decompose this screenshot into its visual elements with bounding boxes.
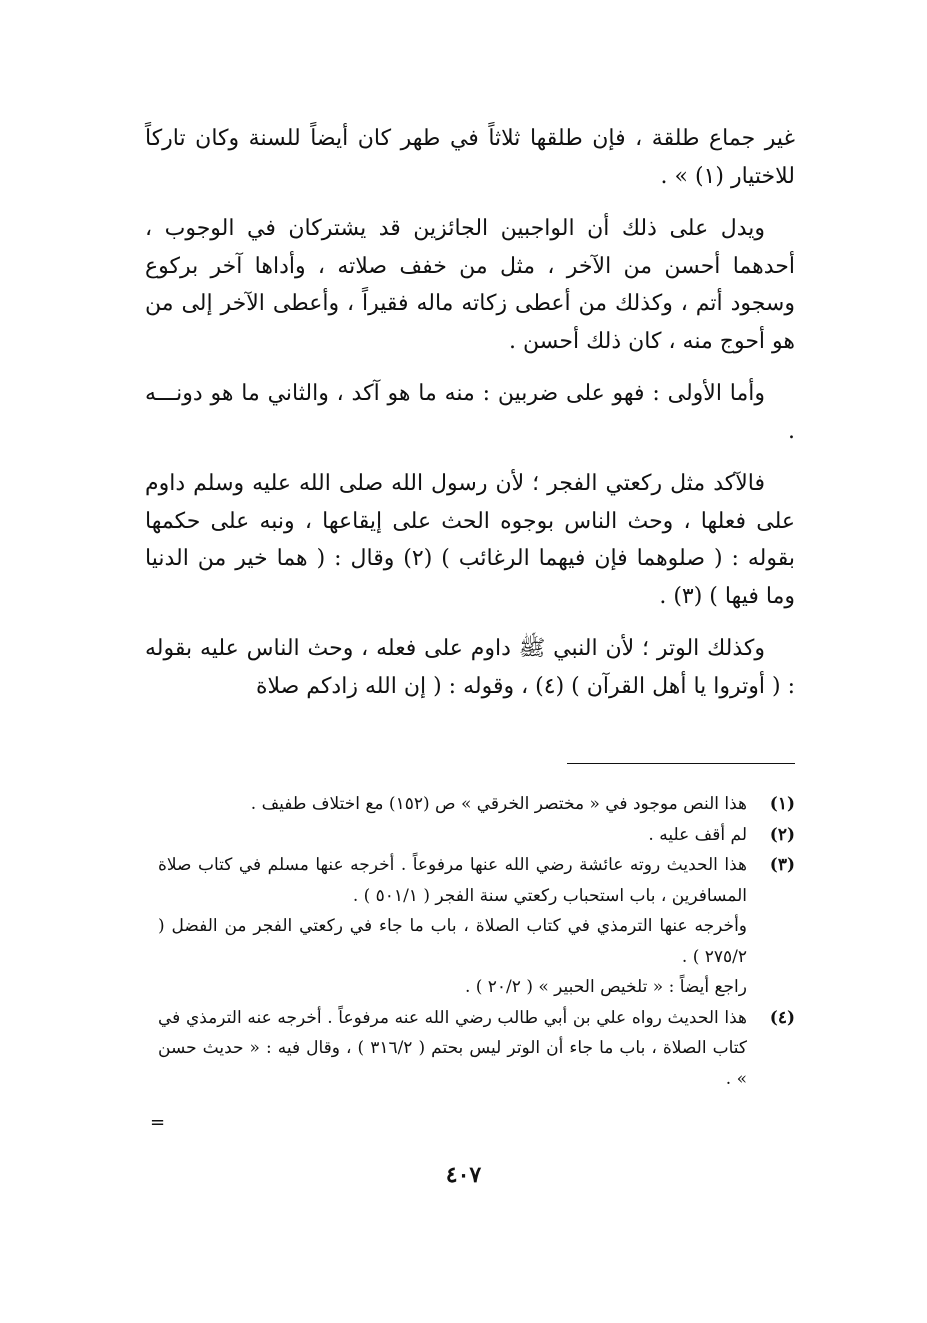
continuation-mark: = xyxy=(150,1112,166,1133)
footnote-body xyxy=(158,820,747,851)
footnote-3 xyxy=(158,850,795,1003)
page-number: ٤٠٧ xyxy=(445,1162,482,1188)
footnote-number: (٤) xyxy=(769,1007,795,1028)
footnote-body xyxy=(158,850,747,1003)
footnote-line: هذا الحديث روته عائشة رضي الله عنها مرفوعاً . أخرجه عنها مسلم في كتاب صلاة المسافرين ، باب استحباب ركعتي سنة الفجر ( ٥٠١/١ ) . xyxy=(158,855,747,906)
footnote-body xyxy=(158,1003,747,1095)
footnote-separator xyxy=(567,763,795,764)
paragraph-4: فالآكد مثل ركعتي الفجر ؛ لأن رسول الله صلى الله عليه وسلم داوم على فعلها ، وحث الناس بوجوه الحث على إيقاعها ، ونبه على حكمها بقوله : ( صلوهما فإن فيهما الرغائب ) (٢) وقال : ( هما خير من الدنيا وما فيها ) (٣) . xyxy=(145,471,795,609)
main-text xyxy=(145,120,795,720)
paragraph-1: غير جماع طلقة ، فإن طلقها ثلاثاً في طهر كان أيضاً للسنة وكان تاركاً للاختيار (١) » . xyxy=(145,126,795,189)
paragraph-5: وكذلك الوتر ؛ لأن النبي ﷺ داوم على فعله ، وحث الناس عليه بقوله : ( أوتروا يا أهل القرآن ) (٤) ، وقوله : ( إن الله زادكم صلاة xyxy=(145,636,795,699)
footnote-body xyxy=(158,789,747,820)
footnote-2 xyxy=(158,820,795,851)
footnote-number: (٣) xyxy=(769,855,795,875)
footnote-line: راجع أيضاً : « تلخيص الحبير » ( ٢٠/٢ ) . xyxy=(464,977,747,997)
footnote-4 xyxy=(158,1003,795,1095)
footnote-line: لم أقف عليه . xyxy=(648,824,747,845)
footnote-line: هذا الحديث رواه علي بن أبي طالب رضي الله عنه مرفوعاً . أخرجه عنه الترمذي في كتاب الصلاة ، باب ما جاء أن الوتر ليس بحتم ( ٣١٦/٢ ) ، وقال فيه : « حديث حسن » . xyxy=(158,1007,748,1089)
footnote-line: هذا النص موجود في « مختصر الخرقي » ص (١٥٢) مع اختلاف طفيف . xyxy=(250,794,747,814)
paragraph-3: وأما الأولى : فهو على ضربين : منه ما هو آكد ، والثاني ما هو دونـــه . xyxy=(145,381,795,444)
footnote-number: (١) xyxy=(769,794,795,814)
footnote-line: وأخرجه عنها الترمذي في كتاب الصلاة ، باب ما جاء في ركعتي الفجر من الفضل ( ٢٧٥/٢ ) . xyxy=(158,916,747,967)
footnote-1 xyxy=(158,789,795,820)
footnote-number: (٢) xyxy=(769,824,795,845)
paragraph-2: ويدل على ذلك أن الواجبين الجائزين قد يشتركان في الوجوب ، أحدهما أحسن من الآخر ، مثل من خفف صلاته ، وأداها آخر بركوع وسجود أتم ، وكذلك من أعطى زكاته ماله فقيراً ، وأعطى الآخر إلى من هو أحوج منه ، كان ذلك أحسن . xyxy=(145,216,795,354)
footnotes xyxy=(158,789,795,1094)
